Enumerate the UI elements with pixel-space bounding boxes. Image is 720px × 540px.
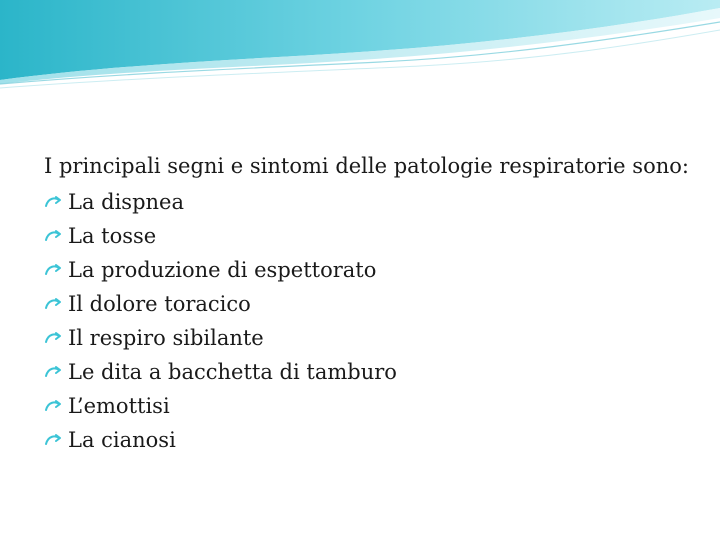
list-item [44, 355, 694, 389]
list-item-label: La tosse [68, 224, 157, 248]
list-item [44, 321, 694, 355]
curved-arrow-bullet-icon [44, 396, 68, 416]
curved-arrow-bullet-icon [44, 192, 68, 212]
slide-content [44, 153, 694, 457]
curved-arrow-bullet-icon [44, 260, 68, 280]
curved-arrow-bullet-icon [44, 328, 68, 348]
intro-text: I principali segni e sintomi delle patologie respiratorie sono: [44, 154, 689, 178]
list-item [44, 253, 694, 287]
list-item [44, 219, 694, 253]
curved-arrow-bullet-icon [44, 294, 68, 314]
list-item [44, 423, 694, 457]
list-item-label: La dispnea [68, 190, 184, 214]
list-item-label: La cianosi [68, 428, 176, 452]
symptom-list [44, 185, 694, 457]
wave-header-decoration [0, 0, 720, 90]
list-item-label: Il respiro sibilante [68, 326, 264, 350]
list-item [44, 185, 694, 219]
list-item-label: Le dita a bacchetta di tamburo [68, 360, 397, 384]
list-item [44, 287, 694, 321]
list-item [44, 389, 694, 423]
list-item-label: La produzione di espettorato [68, 258, 377, 282]
curved-arrow-bullet-icon [44, 362, 68, 382]
list-item-label: Il dolore toracico [68, 292, 251, 316]
list-item-label: L’emottisi [68, 394, 170, 418]
curved-arrow-bullet-icon [44, 226, 68, 246]
curved-arrow-bullet-icon [44, 430, 68, 450]
